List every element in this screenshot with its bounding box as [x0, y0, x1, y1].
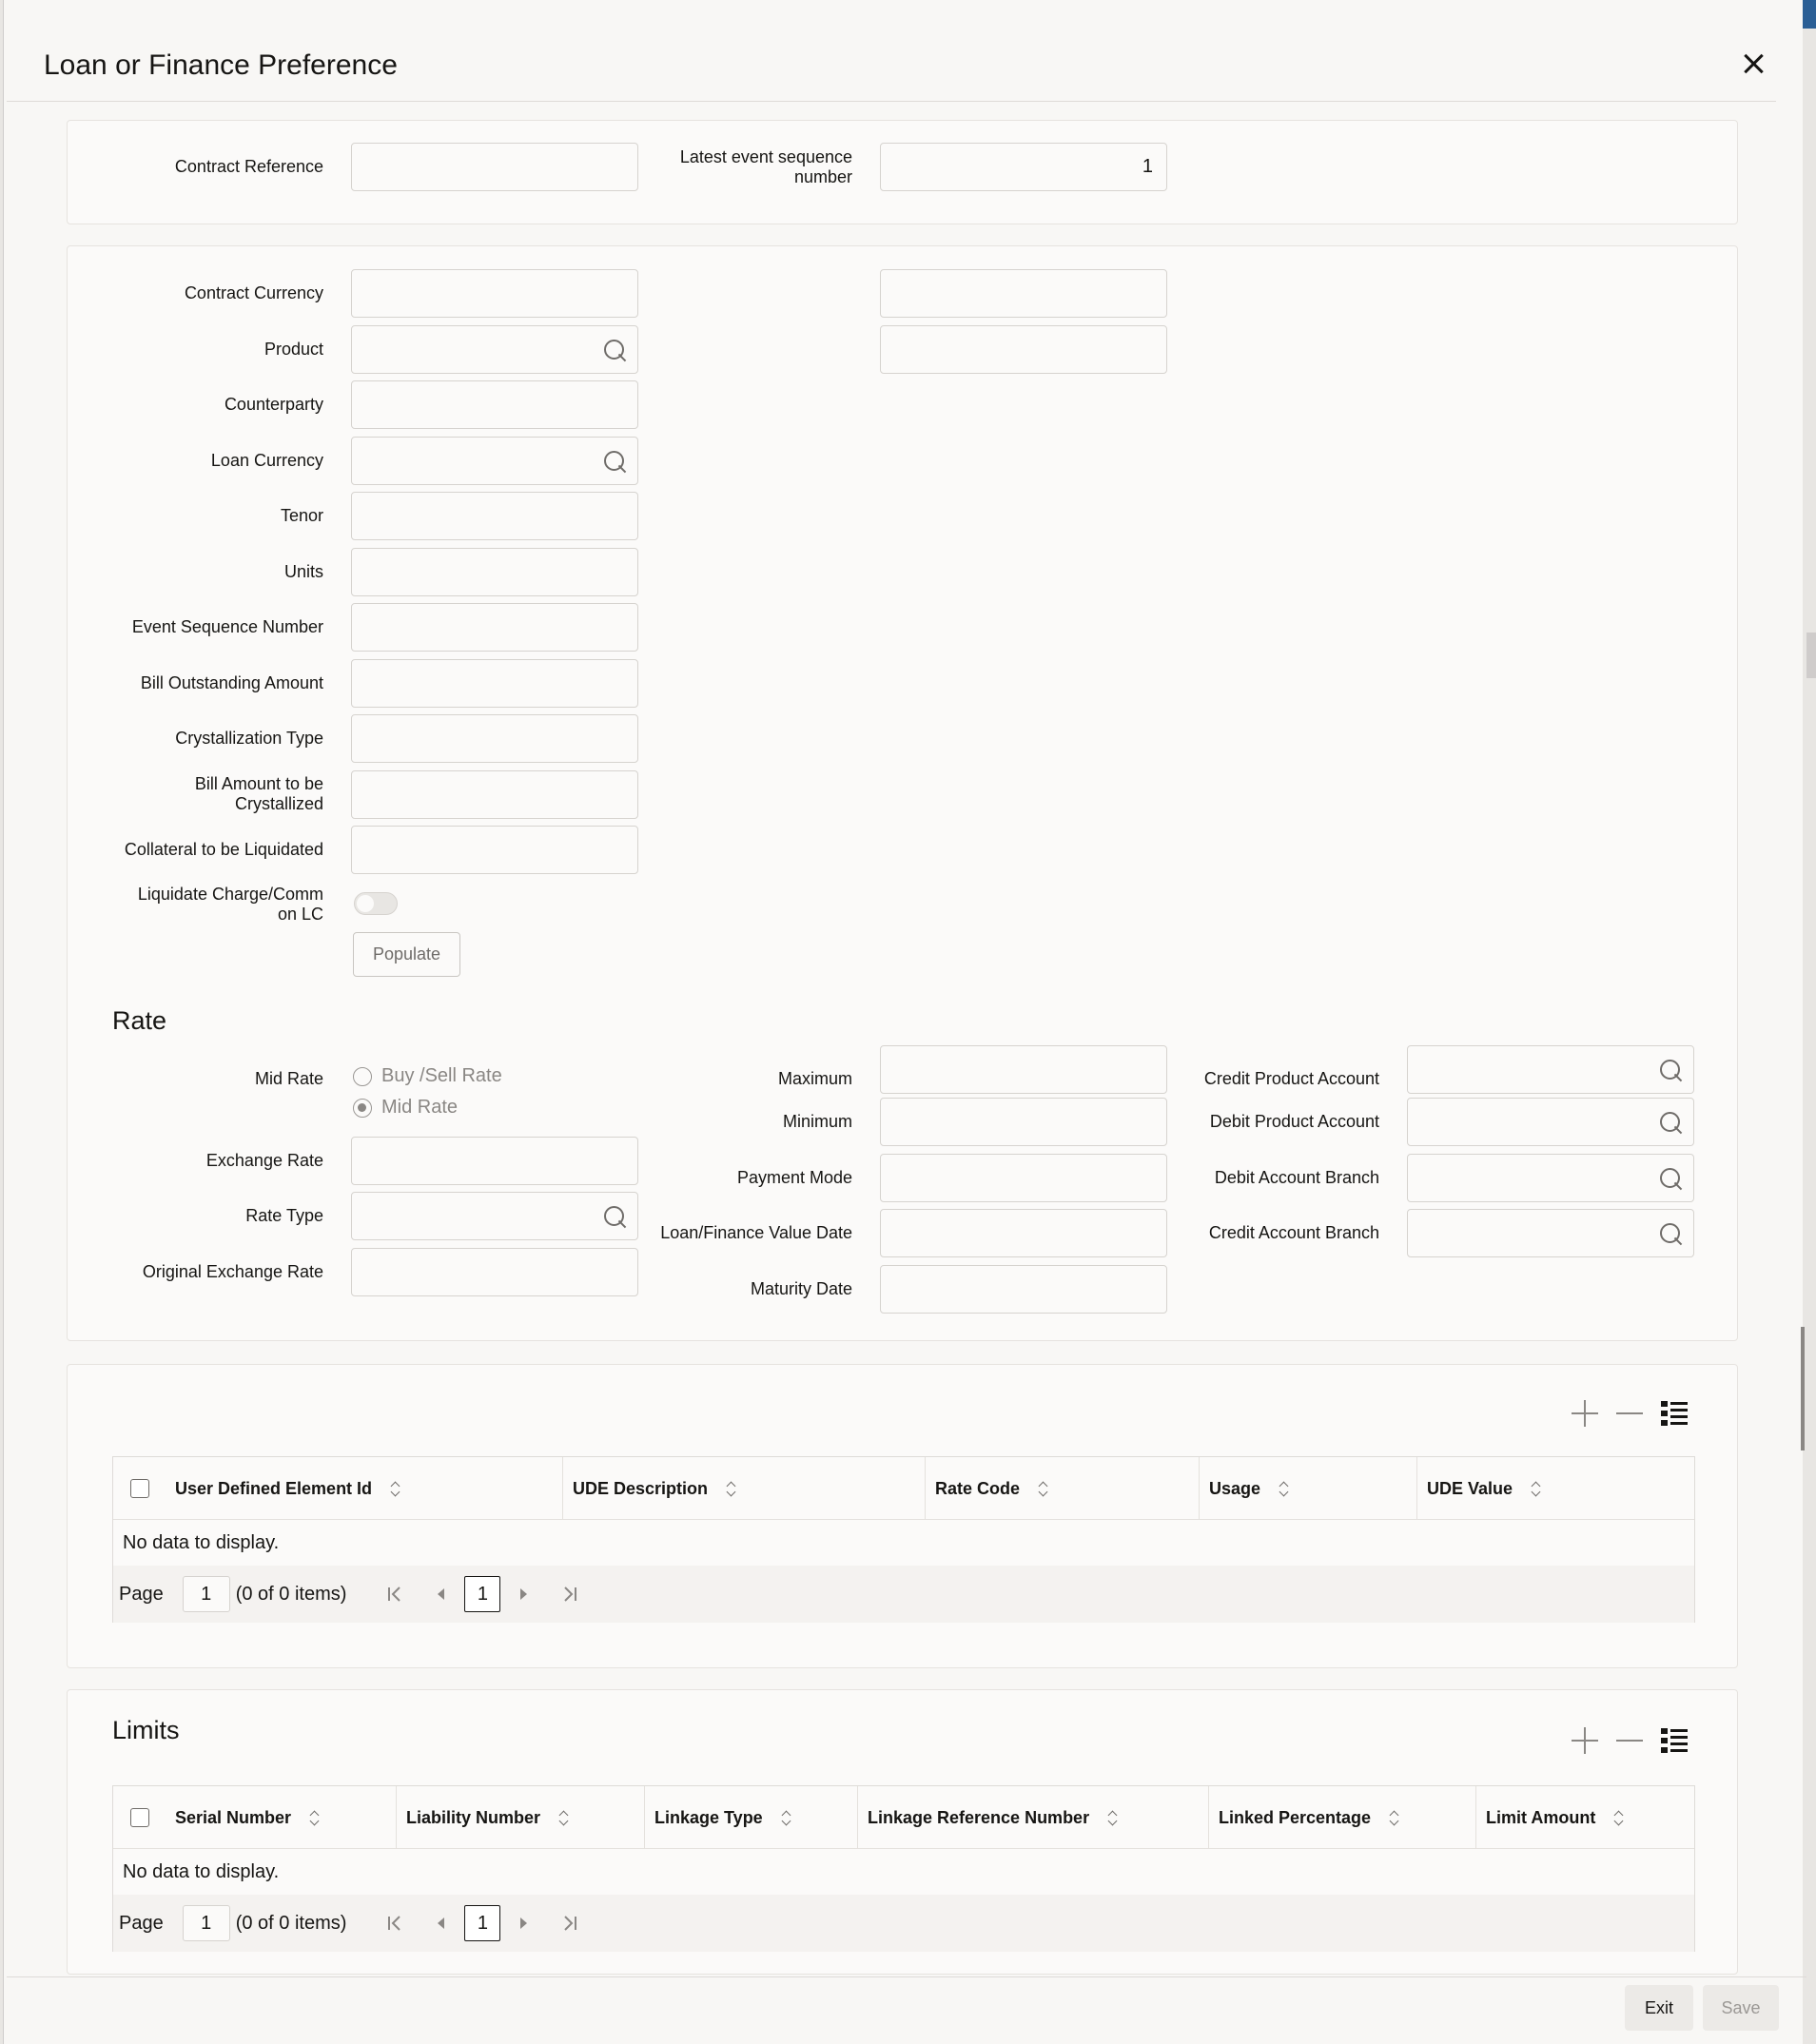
page-label: Page — [119, 1583, 164, 1605]
tenor-label: Tenor — [280, 506, 323, 525]
page-input[interactable]: 1 — [183, 1905, 230, 1941]
col-liability-number[interactable]: Liability Number — [396, 1786, 644, 1849]
collateral-label: Collateral to be Liquidated — [124, 840, 323, 859]
credit-product-account-label: Credit Product Account — [1203, 1069, 1379, 1088]
footer-divider — [7, 1976, 1806, 1977]
search-icon[interactable] — [603, 450, 628, 475]
product-input[interactable] — [351, 325, 638, 374]
latest-event-label: Latest event sequence number — [679, 147, 852, 186]
pagination — [113, 1895, 1694, 1952]
crystallization-type-label: Crystallization Type — [175, 729, 323, 748]
limits-heading: Limits — [112, 1716, 180, 1744]
multi-view-icon[interactable] — [1659, 1725, 1689, 1756]
maximum-input[interactable] — [880, 1045, 1167, 1094]
debit-account-branch-input[interactable] — [1407, 1154, 1694, 1202]
col-serial-number[interactable]: Serial Number — [166, 1786, 396, 1849]
rate-type-label: Rate Type — [245, 1206, 323, 1225]
radio-dot — [353, 1099, 372, 1118]
value-date-input[interactable] — [880, 1209, 1167, 1257]
bill-amount-label: Bill Amount to be Crystallized — [194, 774, 323, 813]
exchange-rate-label: Exchange Rate — [205, 1151, 323, 1170]
limits-table-header — [113, 1786, 1694, 1849]
maturity-date-input[interactable] — [880, 1265, 1167, 1314]
bill-outstanding-input[interactable] — [351, 659, 638, 708]
last-page-icon[interactable] — [559, 1585, 578, 1604]
close-icon[interactable] — [1739, 51, 1767, 80]
event-sequence-input[interactable] — [351, 603, 638, 652]
scrollbar-thumb[interactable] — [1801, 1327, 1805, 1450]
product-desc-input[interactable] — [880, 325, 1167, 374]
col-limit-amount[interactable]: Limit Amount — [1475, 1786, 1695, 1849]
items-count: (0 of 0 items) — [235, 1912, 347, 1934]
mid-rate-radio[interactable] — [353, 1097, 458, 1119]
title-divider — [7, 101, 1776, 102]
counterparty-label: Counterparty — [224, 395, 323, 414]
ude-table — [112, 1456, 1695, 1623]
sort-icon — [1532, 1481, 1541, 1496]
current-page[interactable]: 1 — [464, 1576, 500, 1612]
units-input[interactable] — [351, 548, 638, 596]
sort-icon — [1279, 1481, 1289, 1496]
sort-icon — [391, 1481, 400, 1496]
next-page-icon[interactable] — [514, 1585, 533, 1604]
sort-icon — [727, 1481, 736, 1496]
maximum-label: Maximum — [777, 1069, 852, 1088]
empty-message: No data to display. — [123, 1531, 280, 1553]
sort-icon — [782, 1810, 791, 1825]
ude-table-header — [113, 1457, 1694, 1520]
select-all-checkbox[interactable] — [130, 1808, 149, 1827]
sort-icon — [1039, 1481, 1048, 1496]
add-row-icon[interactable] — [1570, 1398, 1600, 1429]
bill-amount-input[interactable] — [351, 770, 638, 819]
tenor-input[interactable] — [351, 492, 638, 540]
rate-heading: Rate — [112, 1006, 167, 1035]
contract-currency-input[interactable] — [351, 269, 638, 318]
debit-product-account-input[interactable] — [1407, 1098, 1694, 1146]
select-all-checkbox[interactable] — [130, 1479, 149, 1498]
limits-table — [112, 1785, 1695, 1952]
col-linkage-reference-number[interactable]: Linkage Reference Number — [857, 1786, 1208, 1849]
sort-icon — [1614, 1810, 1624, 1825]
crystallization-type-input[interactable] — [351, 714, 638, 763]
payment-mode-label: Payment Mode — [736, 1168, 852, 1187]
col-linkage-type[interactable]: Linkage Type — [644, 1786, 857, 1849]
search-icon[interactable] — [1659, 1222, 1684, 1247]
contract-reference-input[interactable] — [351, 143, 638, 191]
exit-button[interactable]: Exit — [1625, 1985, 1693, 2031]
value-date-label: Loan/Finance Value Date — [660, 1223, 852, 1242]
col-ude-description[interactable]: UDE Description — [562, 1457, 925, 1520]
next-page-icon[interactable] — [514, 1914, 533, 1933]
sort-icon — [559, 1810, 569, 1825]
maturity-date-label: Maturity Date — [750, 1279, 852, 1298]
collateral-input[interactable] — [351, 826, 638, 874]
product-label: Product — [264, 340, 323, 359]
first-page-icon[interactable] — [386, 1914, 405, 1933]
delete-row-icon[interactable] — [1614, 1398, 1645, 1429]
credit-product-account-input[interactable] — [1407, 1045, 1694, 1094]
col-usage[interactable]: Usage — [1199, 1457, 1416, 1520]
credit-account-branch-input[interactable] — [1407, 1209, 1694, 1257]
save-button[interactable]: Save — [1703, 1985, 1779, 2031]
search-icon[interactable] — [1659, 1059, 1684, 1083]
sort-icon — [1390, 1810, 1399, 1825]
latest-event-input[interactable]: 1 — [880, 143, 1167, 191]
buy-sell-rate-label: Buy /Sell Rate — [381, 1065, 502, 1086]
populate-button[interactable]: Populate — [353, 932, 460, 977]
first-page-icon[interactable] — [386, 1585, 405, 1604]
pagination — [113, 1566, 1694, 1623]
multi-view-icon[interactable] — [1659, 1398, 1689, 1429]
current-page[interactable]: 1 — [464, 1905, 500, 1941]
col-linked-percentage[interactable]: Linked Percentage — [1208, 1786, 1475, 1849]
add-row-icon[interactable] — [1570, 1725, 1600, 1756]
bill-outstanding-label: Bill Outstanding Amount — [140, 673, 323, 692]
buy-sell-rate-radio[interactable] — [353, 1065, 502, 1087]
radio-dot — [353, 1067, 372, 1086]
col-rate-code[interactable]: Rate Code — [925, 1457, 1199, 1520]
prev-page-icon[interactable] — [432, 1585, 451, 1604]
page-input[interactable]: 1 — [183, 1576, 230, 1612]
loan-currency-input[interactable] — [351, 437, 638, 485]
search-icon[interactable] — [603, 339, 628, 363]
counterparty-input[interactable] — [351, 380, 638, 429]
delete-row-icon[interactable] — [1614, 1725, 1645, 1756]
background-edge — [1803, 0, 1816, 29]
loan-currency-label: Loan Currency — [210, 451, 323, 470]
sort-icon — [310, 1810, 320, 1825]
event-sequence-label: Event Sequence Number — [131, 617, 323, 636]
units-label: Units — [283, 562, 323, 581]
liquidate-charge-label: Liquidate Charge/Comm on LC — [137, 885, 323, 924]
last-page-icon[interactable] — [559, 1914, 578, 1933]
empty-message: No data to display. — [123, 1860, 280, 1882]
contract-currency-label: Contract Currency — [184, 283, 323, 302]
col-user-defined-element-id[interactable]: User Defined Element Id — [166, 1457, 510, 1520]
payment-mode-input[interactable] — [880, 1154, 1167, 1202]
background-scrollbar — [1806, 633, 1816, 678]
col-ude-value[interactable]: UDE Value — [1416, 1457, 1695, 1520]
liquidate-charge-toggle[interactable] — [354, 892, 398, 915]
contract-reference-label: Contract Reference — [174, 157, 323, 176]
minimum-label: Minimum — [782, 1112, 852, 1131]
mid-rate-option-label: Mid Rate — [381, 1097, 459, 1118]
debit-product-account-label: Debit Product Account — [1209, 1112, 1379, 1131]
original-exchange-rate-label: Original Exchange Rate — [142, 1262, 323, 1281]
prev-page-icon[interactable] — [432, 1914, 451, 1933]
page-label: Page — [119, 1912, 164, 1934]
items-count: (0 of 0 items) — [235, 1583, 347, 1605]
search-icon[interactable] — [1659, 1167, 1684, 1192]
minimum-input[interactable] — [880, 1098, 1167, 1146]
sort-icon — [1108, 1810, 1118, 1825]
search-icon[interactable] — [1659, 1111, 1684, 1136]
dialog-window — [3, 0, 1803, 2044]
debit-account-branch-label: Debit Account Branch — [1214, 1168, 1379, 1187]
mid-rate-label: Mid Rate — [254, 1069, 323, 1088]
contract-currency-desc-input[interactable] — [880, 269, 1167, 318]
dialog-title: Loan or Finance Preference — [44, 49, 398, 81]
credit-account-branch-label: Credit Account Branch — [1208, 1223, 1379, 1242]
